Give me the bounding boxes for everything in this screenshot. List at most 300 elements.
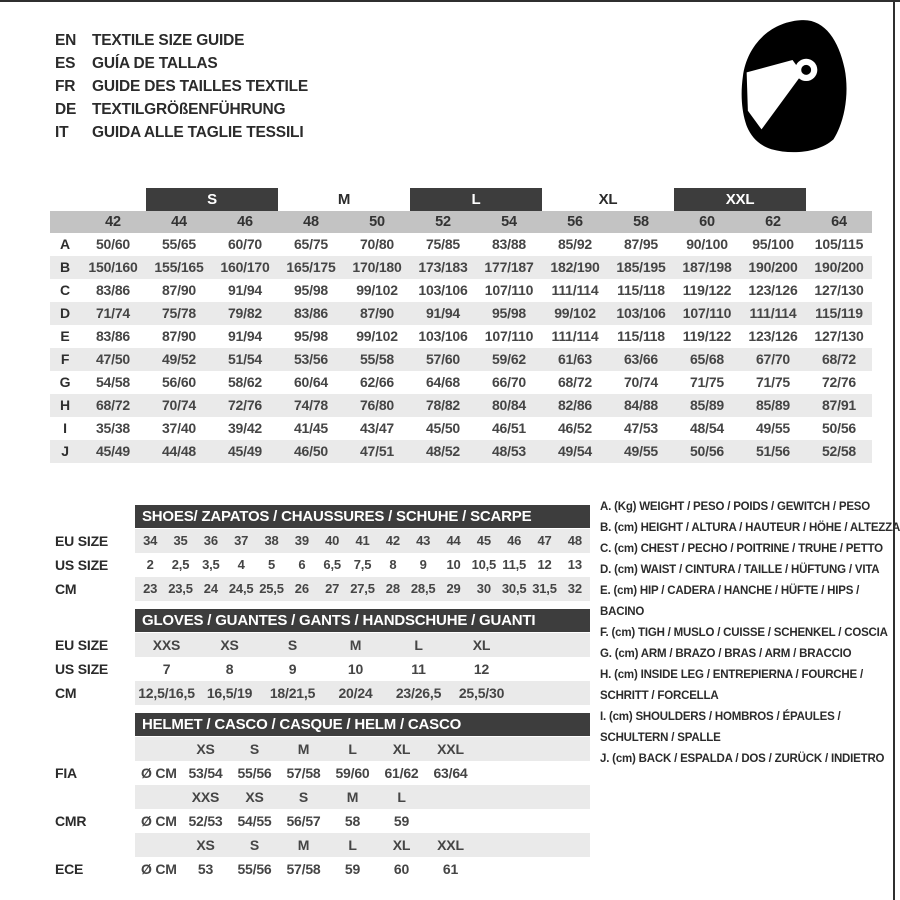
textile-cell: 111/114 xyxy=(551,328,599,344)
textile-cell: 39/42 xyxy=(227,420,263,436)
textile-cell: 49/55 xyxy=(623,443,659,459)
textile-cell: 83/86 xyxy=(293,305,329,321)
measurement-legend xyxy=(600,497,900,770)
helmet-size-header: XL xyxy=(392,837,411,853)
size-cell: 43 xyxy=(416,533,431,548)
textile-cell: 50/56 xyxy=(821,420,857,436)
size-cell: 42 xyxy=(385,533,400,548)
textile-cell: 119/122 xyxy=(682,328,732,344)
size-cell: 46 xyxy=(507,533,522,548)
textile-cell: 83/88 xyxy=(491,236,527,252)
language-code: IT xyxy=(55,124,69,141)
legend-item: G. (cm) ARM / BRAZO / BRAS / ARM / BRACCIO xyxy=(600,648,852,660)
textile-cell: 87/90 xyxy=(359,305,395,321)
textile-cell: 63/66 xyxy=(623,351,659,367)
textile-cell: 50/60 xyxy=(95,236,131,252)
textile-cell: 111/114 xyxy=(551,282,599,298)
helmet-size-header: L xyxy=(348,741,357,757)
textile-cell: 37/40 xyxy=(161,420,197,436)
size-column-header: 44 xyxy=(171,214,187,230)
row-label: US SIZE xyxy=(55,661,109,677)
size-column-header: 42 xyxy=(105,214,121,230)
textile-cell: 71/75 xyxy=(689,374,725,390)
textile-cell: 72/76 xyxy=(227,397,263,413)
helmet-values-row xyxy=(55,761,590,785)
textile-row-label: H xyxy=(60,397,70,413)
size-cell: 20/24 xyxy=(338,685,373,701)
row-values xyxy=(135,681,590,705)
unit-label: Ø CM xyxy=(141,765,177,781)
textile-cell: 65/68 xyxy=(689,351,725,367)
helmet-size-header: XXL xyxy=(437,837,464,853)
size-cell: 27,5 xyxy=(350,581,375,596)
size-cell: 2 xyxy=(146,557,154,572)
helmet-size-value: 55/56 xyxy=(237,765,272,781)
size-group-label: XL xyxy=(598,191,618,208)
textile-cell: 123/126 xyxy=(748,282,798,298)
row-values xyxy=(135,529,590,553)
textile-cell: 155/165 xyxy=(154,259,204,275)
legend-item: F. (cm) TIGH / MUSLO / CUISSE / SCHENKEL / COSCIA xyxy=(600,627,888,639)
textile-cell: 68/72 xyxy=(821,351,857,367)
standard-label: CMR xyxy=(55,813,87,829)
textile-cell: 79/82 xyxy=(227,305,263,321)
textile-cell: 84/88 xyxy=(623,397,659,413)
textile-cell: 107/110 xyxy=(484,282,534,298)
size-cell: XXS xyxy=(152,637,181,653)
helmet-size-header: M xyxy=(297,741,310,757)
language-title: GUIDA ALLE TAGLIE TESSILI xyxy=(92,124,304,141)
size-cell: L xyxy=(414,637,423,653)
size-cell: 12 xyxy=(473,661,490,677)
helmet-size-header: M xyxy=(297,837,310,853)
size-cell: 16,5/19 xyxy=(206,685,253,701)
helmet-size-header: XXL xyxy=(437,741,464,757)
standard-label: ECE xyxy=(55,861,84,877)
textile-cell: 47/50 xyxy=(95,351,131,367)
helmet-size-value: 58 xyxy=(344,813,361,829)
textile-cell: 160/170 xyxy=(220,259,270,275)
size-row xyxy=(55,529,590,553)
language-item xyxy=(55,121,308,144)
row-label: EU SIZE xyxy=(55,637,109,653)
helmet-values xyxy=(135,809,590,833)
helmet-size-value: 61/62 xyxy=(384,765,419,781)
helmet-size-value: 55/56 xyxy=(237,861,272,877)
corner-cell xyxy=(50,211,80,233)
textile-cell: 75/85 xyxy=(425,236,461,252)
size-cell: 28,5 xyxy=(410,581,436,596)
textile-cell: 111/114 xyxy=(749,305,797,321)
size-cell: 5 xyxy=(267,557,275,572)
size-cell: 38 xyxy=(264,533,279,548)
frame-top-line xyxy=(0,0,900,2)
size-cell: 9 xyxy=(288,661,297,677)
textile-row xyxy=(50,325,872,348)
helmet-sizes-row xyxy=(55,785,590,809)
size-row xyxy=(55,633,590,657)
helmet-size-value: 59/60 xyxy=(335,765,370,781)
helmet-size-value: 59 xyxy=(393,813,410,829)
size-column-header: 64 xyxy=(831,214,847,230)
textile-cell: 127/130 xyxy=(814,328,864,344)
size-group-row xyxy=(50,188,872,211)
size-cell: 8 xyxy=(225,661,234,677)
size-cell: 23/26,5 xyxy=(395,685,442,701)
spacer-cell xyxy=(55,833,135,857)
size-cell: 29 xyxy=(446,581,461,596)
size-cell: 24,5 xyxy=(228,581,254,596)
textile-row-label: E xyxy=(60,328,70,344)
helmet-sizes-row xyxy=(55,833,590,857)
textile-row xyxy=(50,256,872,279)
textile-cell: 70/80 xyxy=(359,236,395,252)
size-cell: 31,5 xyxy=(532,581,557,596)
helmet-size-value: 53/54 xyxy=(188,765,223,781)
legend-item: B. (cm) HEIGHT / ALTURA / HAUTEUR / HÖHE / ALTEZZA xyxy=(600,522,900,534)
textile-cell: 105/115 xyxy=(814,236,864,252)
helmet-values-row xyxy=(55,857,590,881)
row-values xyxy=(135,657,590,681)
textile-cell: 182/190 xyxy=(550,259,600,275)
textile-cell: 57/60 xyxy=(425,351,461,367)
textile-cell: 83/86 xyxy=(95,328,131,344)
textile-size-table xyxy=(50,188,872,463)
textile-cell: 54/58 xyxy=(95,374,131,390)
size-cell: 8 xyxy=(389,557,397,572)
size-cell: 39 xyxy=(294,533,309,548)
language-list xyxy=(55,29,308,144)
textile-cell: 95/98 xyxy=(491,305,527,321)
textile-cell: 115/118 xyxy=(617,282,665,298)
textile-cell: 72/76 xyxy=(821,374,857,390)
size-cell: 30,5 xyxy=(501,581,527,596)
size-column-header: 58 xyxy=(633,214,649,230)
textile-row-label: J xyxy=(61,443,69,459)
textile-cell: 65/75 xyxy=(293,236,329,252)
textile-cell: 49/55 xyxy=(755,420,791,436)
legend-item: C. (cm) CHEST / PECHO / POITRINE / TRUHE / PETTO xyxy=(600,543,883,555)
helmet-size-value: 52/53 xyxy=(188,813,223,829)
helmet-size-header: XXS xyxy=(191,789,220,805)
size-cell: 10 xyxy=(446,557,461,572)
textile-row xyxy=(50,233,872,256)
helmet-size-header: M xyxy=(346,789,359,805)
textile-cell: 150/160 xyxy=(88,259,138,275)
textile-cell: 87/90 xyxy=(161,328,197,344)
language-title: GUÍA DE TALLAS xyxy=(92,55,218,72)
size-cell: 3,5 xyxy=(202,557,220,572)
size-cell: 11 xyxy=(411,661,426,677)
size-cell: 36 xyxy=(203,533,218,548)
textile-row-label: A xyxy=(60,236,70,252)
size-cell: 37 xyxy=(234,533,249,548)
textile-row xyxy=(50,440,872,463)
size-group-label: M xyxy=(337,191,351,208)
textile-cell: 107/110 xyxy=(484,328,534,344)
textile-cell: 91/94 xyxy=(227,328,263,344)
size-cell: 6,5 xyxy=(323,557,341,572)
textile-cell: 46/52 xyxy=(557,420,593,436)
textile-cell: 75/78 xyxy=(161,305,197,321)
textile-cell: 99/102 xyxy=(356,328,398,344)
size-cell: 44 xyxy=(446,533,461,548)
textile-cell: 91/94 xyxy=(425,305,461,321)
size-cell: 23 xyxy=(143,581,158,596)
gloves-size-table xyxy=(55,609,590,705)
helmet-size-value: 59 xyxy=(344,861,361,877)
textile-cell: 91/94 xyxy=(227,282,263,298)
textile-cell: 48/53 xyxy=(491,443,527,459)
standard-label: FIA xyxy=(55,765,77,781)
size-cell: 27 xyxy=(325,581,340,596)
helmet-size-value: 63/64 xyxy=(433,765,468,781)
textile-cell: 82/86 xyxy=(557,397,593,413)
size-cell: 7,5 xyxy=(353,557,372,572)
size-cell: 10 xyxy=(347,661,364,677)
textile-row-label: G xyxy=(59,374,71,390)
textile-cell: 53/56 xyxy=(293,351,329,367)
helmet-size-header: XS xyxy=(245,789,264,805)
textile-cell: 187/198 xyxy=(682,259,732,275)
size-cell: 18/21,5 xyxy=(269,685,316,701)
row-values xyxy=(135,633,590,657)
textile-cell: 170/180 xyxy=(352,259,402,275)
section-title: SHOES/ ZAPATOS / CHAUSSURES / SCHUHE / SCARPE xyxy=(135,505,590,528)
helmet-sizes xyxy=(135,833,590,857)
textile-row xyxy=(50,279,872,302)
size-cell: 45 xyxy=(476,533,491,548)
size-cell: 40 xyxy=(325,533,340,548)
size-column-header: 54 xyxy=(501,214,517,230)
textile-cell: 43/47 xyxy=(359,420,395,436)
shoes-size-table xyxy=(55,505,590,601)
helmet-size-value: 57/58 xyxy=(286,861,321,877)
size-column-header: 46 xyxy=(237,214,253,230)
language-item xyxy=(55,75,308,98)
textile-cell: 61/63 xyxy=(557,351,593,367)
legend-item: E. (cm) HIP / CADERA / HANCHE / HÜFTE / HIPS / BACINO xyxy=(600,585,860,618)
language-title: GUIDE DES TAILLES TEXTILE xyxy=(92,78,309,95)
textile-cell: 85/89 xyxy=(755,397,791,413)
textile-cell: 48/52 xyxy=(425,443,461,459)
textile-cell: 45/49 xyxy=(95,443,131,459)
row-values xyxy=(135,577,590,601)
racing-helmet-icon-svg xyxy=(733,16,857,156)
textile-cell: 64/68 xyxy=(425,374,461,390)
textile-cell: 185/195 xyxy=(616,259,666,275)
racing-helmet-icon xyxy=(733,16,857,156)
textile-cell: 103/106 xyxy=(418,328,468,344)
textile-cell: 59/62 xyxy=(491,351,527,367)
textile-row xyxy=(50,394,872,417)
textile-cell: 95/98 xyxy=(293,282,329,298)
helmet-size-table xyxy=(55,713,590,881)
size-cell: 35 xyxy=(173,533,188,548)
textile-cell: 70/74 xyxy=(623,374,659,390)
helmet-sizes-row xyxy=(55,737,590,761)
spacer-cell xyxy=(135,785,181,809)
textile-cell: 56/60 xyxy=(161,374,197,390)
textile-cell: 45/49 xyxy=(227,443,263,459)
helmet-title-row xyxy=(55,713,590,737)
textile-cell: 66/70 xyxy=(491,374,527,390)
textile-cell: 119/122 xyxy=(682,282,732,298)
size-column-header: 50 xyxy=(369,214,385,230)
textile-cell: 95/98 xyxy=(293,328,329,344)
textile-cell: 103/106 xyxy=(418,282,468,298)
textile-cell: 44/48 xyxy=(161,443,197,459)
spacer-cell xyxy=(135,737,181,761)
row-label: CM xyxy=(55,685,77,701)
textile-cell: 107/110 xyxy=(682,305,732,321)
helmet-values xyxy=(135,761,590,785)
textile-cell: 70/74 xyxy=(161,397,197,413)
helmet-size-value: 57/58 xyxy=(286,765,321,781)
textile-row-label: B xyxy=(60,259,70,275)
helmet-size-value: 61 xyxy=(442,861,459,877)
shoes_table-title-row xyxy=(55,505,590,529)
size-row xyxy=(55,681,590,705)
language-code: FR xyxy=(55,78,76,95)
size-cell: M xyxy=(349,637,362,653)
size-cell: 41 xyxy=(355,533,370,548)
textile-cell: 46/51 xyxy=(491,420,527,436)
textile-cell: 76/80 xyxy=(359,397,395,413)
size-column-header: 56 xyxy=(567,214,583,230)
textile-cell: 177/187 xyxy=(484,259,534,275)
helmet-size-value: 54/55 xyxy=(237,813,272,829)
textile-cell: 49/54 xyxy=(557,443,593,459)
textile-cell: 83/86 xyxy=(95,282,131,298)
size-cell: 23,5 xyxy=(168,581,193,596)
textile-cell: 190/200 xyxy=(814,259,864,275)
row-values xyxy=(135,553,590,577)
language-code: DE xyxy=(55,101,77,118)
unit-label: Ø CM xyxy=(141,861,177,877)
helmet-values xyxy=(135,857,590,881)
textile-row xyxy=(50,348,872,371)
helmet-size-header: L xyxy=(397,789,406,805)
language-item xyxy=(55,98,308,121)
textile-cell: 49/52 xyxy=(161,351,197,367)
language-code: ES xyxy=(55,55,76,72)
section-title: HELMET / CASCO / CASQUE / HELM / CASCO xyxy=(135,713,590,736)
textile-cell: 85/92 xyxy=(557,236,593,252)
size-group-label: S xyxy=(146,188,278,211)
language-code: EN xyxy=(55,32,77,49)
size-cell: 25,5 xyxy=(259,581,284,596)
size-cell: 12,5/16,5 xyxy=(138,685,195,701)
size-cell: 30 xyxy=(476,581,491,596)
legend-item: A. (Kg) WEIGHT / PESO / POIDS / GEWITCH / PESO xyxy=(600,501,871,513)
textile-cell: 85/89 xyxy=(689,397,725,413)
textile-cell: 78/82 xyxy=(425,397,461,413)
size-cell: 4 xyxy=(237,557,245,572)
textile-cell: 48/54 xyxy=(689,420,725,436)
textile-cell: 71/74 xyxy=(95,305,131,321)
textile-cell: 51/56 xyxy=(755,443,791,459)
size-cell: 32 xyxy=(567,581,582,596)
textile-cell: 115/118 xyxy=(617,328,665,344)
textile-cell: 99/102 xyxy=(554,305,596,321)
spacer-cell xyxy=(135,833,181,857)
textile-cell: 90/100 xyxy=(686,236,728,252)
language-item xyxy=(55,52,308,75)
textile-row xyxy=(50,417,872,440)
textile-cell: 51/54 xyxy=(227,351,263,367)
textile-cell: 80/84 xyxy=(491,397,527,413)
textile-cell: 35/38 xyxy=(95,420,131,436)
size-cell: 24 xyxy=(203,581,218,596)
textile-row-label: I xyxy=(63,420,67,436)
size-cell: 11,5 xyxy=(502,557,527,572)
row-label: CM xyxy=(55,581,77,597)
size-column-header: 60 xyxy=(699,214,715,230)
spacer-cell xyxy=(55,737,135,761)
legend-item: I. (cm) SHOULDERS / HOMBROS / ÉPAULES / SCHULTERN / SPALLE xyxy=(600,711,841,744)
language-title: TEXTILE SIZE GUIDE xyxy=(92,32,245,49)
textile-row-label: C xyxy=(60,282,70,298)
size-cell: S xyxy=(287,637,298,653)
textile-cell: 62/66 xyxy=(359,374,395,390)
textile-cell: 47/53 xyxy=(623,420,659,436)
textile-cell: 45/50 xyxy=(425,420,461,436)
row-label: US SIZE xyxy=(55,557,109,573)
textile-cell: 173/183 xyxy=(418,259,468,275)
legend-item: J. (cm) BACK / ESPALDA / DOS / ZURÜCK / INDIETRO xyxy=(600,753,885,765)
size-cell: 47 xyxy=(537,533,552,548)
size-group-label: XXL xyxy=(674,188,806,211)
size-cell: 34 xyxy=(143,533,158,548)
helmet-size-header: S xyxy=(298,789,309,805)
section-title: GLOVES / GUANTES / GANTS / HANDSCHUHE / GUANTI xyxy=(135,609,590,632)
textile-row xyxy=(50,302,872,325)
textile-cell: 87/90 xyxy=(161,282,197,298)
size-column-header: 52 xyxy=(435,214,451,230)
helmet-size-header: S xyxy=(249,837,260,853)
legend-item: D. (cm) WAIST / CINTURA / TAILLE / HÜFTUNG / VITA xyxy=(600,564,880,576)
language-item xyxy=(55,29,308,52)
textile-cell: 67/70 xyxy=(755,351,791,367)
helmet-sizes xyxy=(135,785,590,809)
size-cell: 12 xyxy=(537,557,552,572)
textile-row-label: D xyxy=(60,305,70,321)
size-column-header-row xyxy=(50,211,872,233)
size-cell: XS xyxy=(220,637,239,653)
textile-cell: 87/91 xyxy=(821,397,857,413)
textile-cell: 115/119 xyxy=(815,305,863,321)
textile-cell: 47/51 xyxy=(359,443,395,459)
helmet-size-value: 53 xyxy=(197,861,214,877)
helmet-size-header: S xyxy=(249,741,260,757)
textile-cell: 74/78 xyxy=(293,397,329,413)
size-cell: 9 xyxy=(419,557,427,572)
size-row xyxy=(55,657,590,681)
textile-cell: 55/65 xyxy=(161,236,197,252)
textile-cell: 50/56 xyxy=(689,443,725,459)
textile-cell: 55/58 xyxy=(359,351,395,367)
size-cell: 13 xyxy=(567,557,582,572)
textile-cell: 95/100 xyxy=(752,236,794,252)
textile-row-label: F xyxy=(60,351,70,367)
spacer-cell xyxy=(55,785,135,809)
helmet-size-header: XL xyxy=(392,741,411,757)
textile-cell: 41/45 xyxy=(293,420,329,436)
row-label: EU SIZE xyxy=(55,533,109,549)
textile-cell: 71/75 xyxy=(755,374,791,390)
textile-cell: 123/126 xyxy=(748,328,798,344)
